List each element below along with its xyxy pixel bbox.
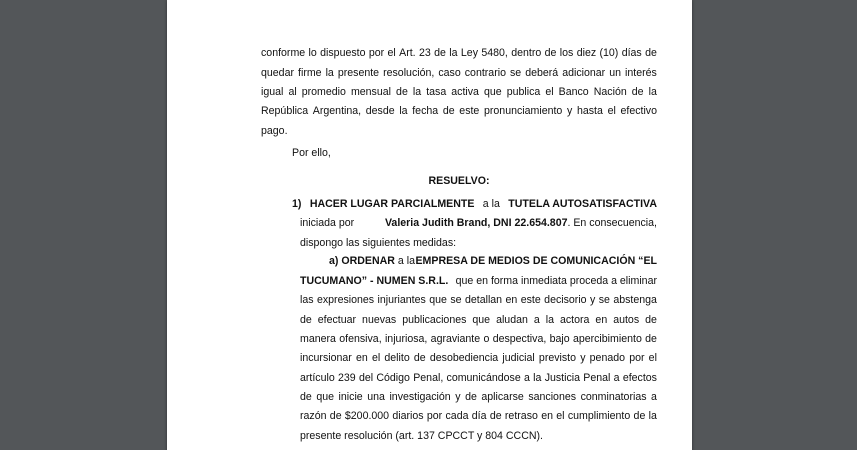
sub-a-bold-numen: TUCUMANO” - NUMEN S.R.L. — [300, 275, 449, 287]
sub-a-line-3: las expresiones injuriantes que se detallan en este decisorio y se abstenga — [300, 294, 657, 306]
item1-bold-tutela: TUTELA AUTOSATISFACTIVA — [508, 198, 657, 210]
sub-a-bold-empresa: EMPRESA DE MEDIOS DE COMUNICACIÓN “EL — [415, 255, 657, 267]
sub-a-bold-ordenar: ORDENAR — [341, 255, 395, 267]
sub-a-text-inmediata: que en forma inmediata proceda a eliminar — [455, 275, 657, 287]
sub-a-line-9: razón de $200.000 diarios por cada día de retraso en el cumplimiento de la — [300, 410, 657, 422]
resuelvo-heading: RESUELVO: — [428, 175, 490, 187]
sub-a-line-5: manera ofensiva, injuriosa, agraviante o despectiva, bajo apercibimiento de — [300, 333, 657, 345]
item1-consecuencia: . En consecuencia, — [567, 217, 657, 229]
item1-line-1 — [292, 198, 657, 210]
item1-line-2 — [300, 217, 657, 229]
para1-line-2: quedar firme la presente resolución, caso contrario se deberá adicionar un interés — [261, 67, 657, 79]
sub-a-line-1 — [329, 255, 657, 267]
para1-line-4: República Argentina, desde la fecha de este pronunciamiento y hasta el efectivo — [261, 105, 657, 117]
sub-a-line-8: de que inicie una investigación y de aplicarse sanciones conminatorias a — [300, 391, 657, 403]
para1-line-1: conforme lo dispuesto por el Art. 23 de la Ley 5480, dentro de los diez (10) días de — [261, 47, 657, 59]
sub-a-line-7: artículo 239 del Código Penal, comunicándose a la Justicia Penal a efectos — [300, 372, 657, 384]
sub-a-line-6: incursionar en el delito de desobediencia judicial previsto y penado por el — [300, 352, 657, 364]
para1-line-3: igual al promedio mensual de la tasa activa que publica el Banco Nación de la — [261, 86, 657, 98]
sub-a-text-a-la: a la — [397, 255, 415, 267]
sub-a-line-10: presente resolución (art. 137 CPCCT y 804 CCCN). — [300, 430, 543, 442]
sub-a-line-4: de efectuar nuevas publicaciones que aludan a la actora en autos de — [300, 314, 657, 326]
para1-line-5: pago. — [261, 125, 288, 137]
item1-bold-hacer: HACER LUGAR PARCIALMENTE — [309, 198, 475, 210]
por-ello: Por ello, — [292, 147, 331, 159]
item1-number: 1) — [292, 198, 302, 210]
item1-bold-actora: Valeria Judith Brand, DNI 22.654.807 — [384, 217, 568, 229]
document-page — [167, 0, 692, 450]
sub-a-line-2 — [300, 275, 657, 287]
item1-text-a-la: a la — [482, 198, 500, 210]
item1-iniciada: iniciada por — [300, 217, 355, 229]
item1-line-3: dispongo las siguientes medidas: — [300, 237, 457, 249]
sub-a-label: a) — [329, 255, 339, 267]
